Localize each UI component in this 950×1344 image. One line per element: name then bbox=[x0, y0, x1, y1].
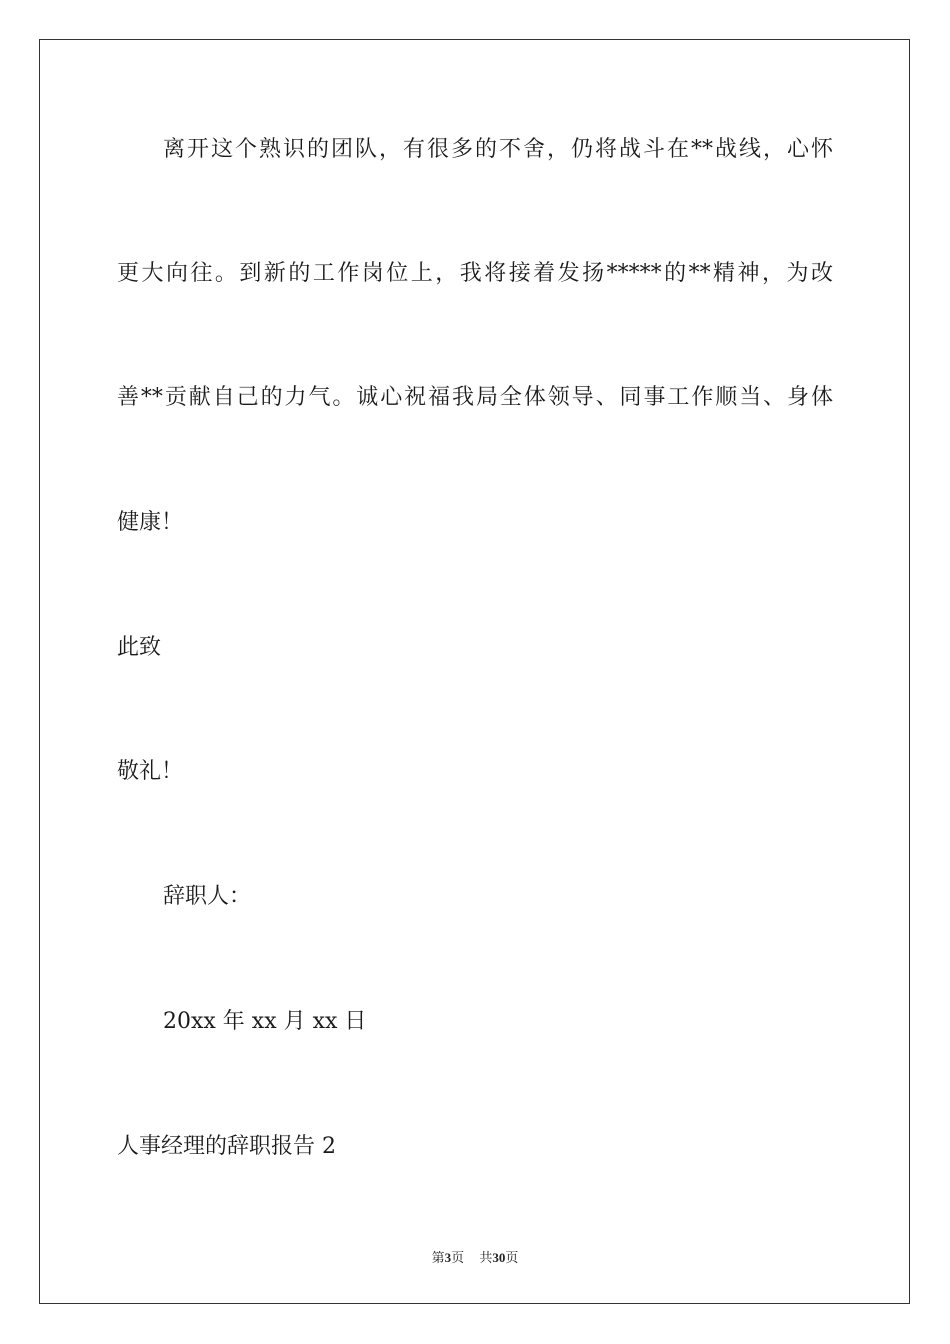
date-line: 20xx 年 xx 月 xx 日 bbox=[163, 1009, 367, 1034]
closing-salutation: 此致 bbox=[117, 635, 162, 660]
page-indicator: 第3页 bbox=[431, 1250, 465, 1265]
total-pages-indicator: 共30页 bbox=[479, 1250, 519, 1265]
page-footer bbox=[0, 1247, 950, 1266]
paragraph-line-2: 更大向往。到新的工作岗位上，我将接着发扬*****的**精神，为改 bbox=[117, 261, 833, 286]
closing-regards: 敬礼！ bbox=[117, 759, 184, 784]
paragraph-line-3: 善**贡献自己的力气。诚心祝福我局全体领导、同事工作顺当、身体 bbox=[117, 385, 833, 410]
paragraph-line-1: 离开这个熟识的团队，有很多的不舍，仍将战斗在**战线，心怀 bbox=[163, 137, 833, 162]
section-heading: 人事经理的辞职报告 2 bbox=[117, 1134, 336, 1159]
paragraph-line-4: 健康！ bbox=[117, 510, 184, 535]
signature-label: 辞职人： bbox=[163, 884, 252, 909]
page-border bbox=[39, 39, 910, 1304]
